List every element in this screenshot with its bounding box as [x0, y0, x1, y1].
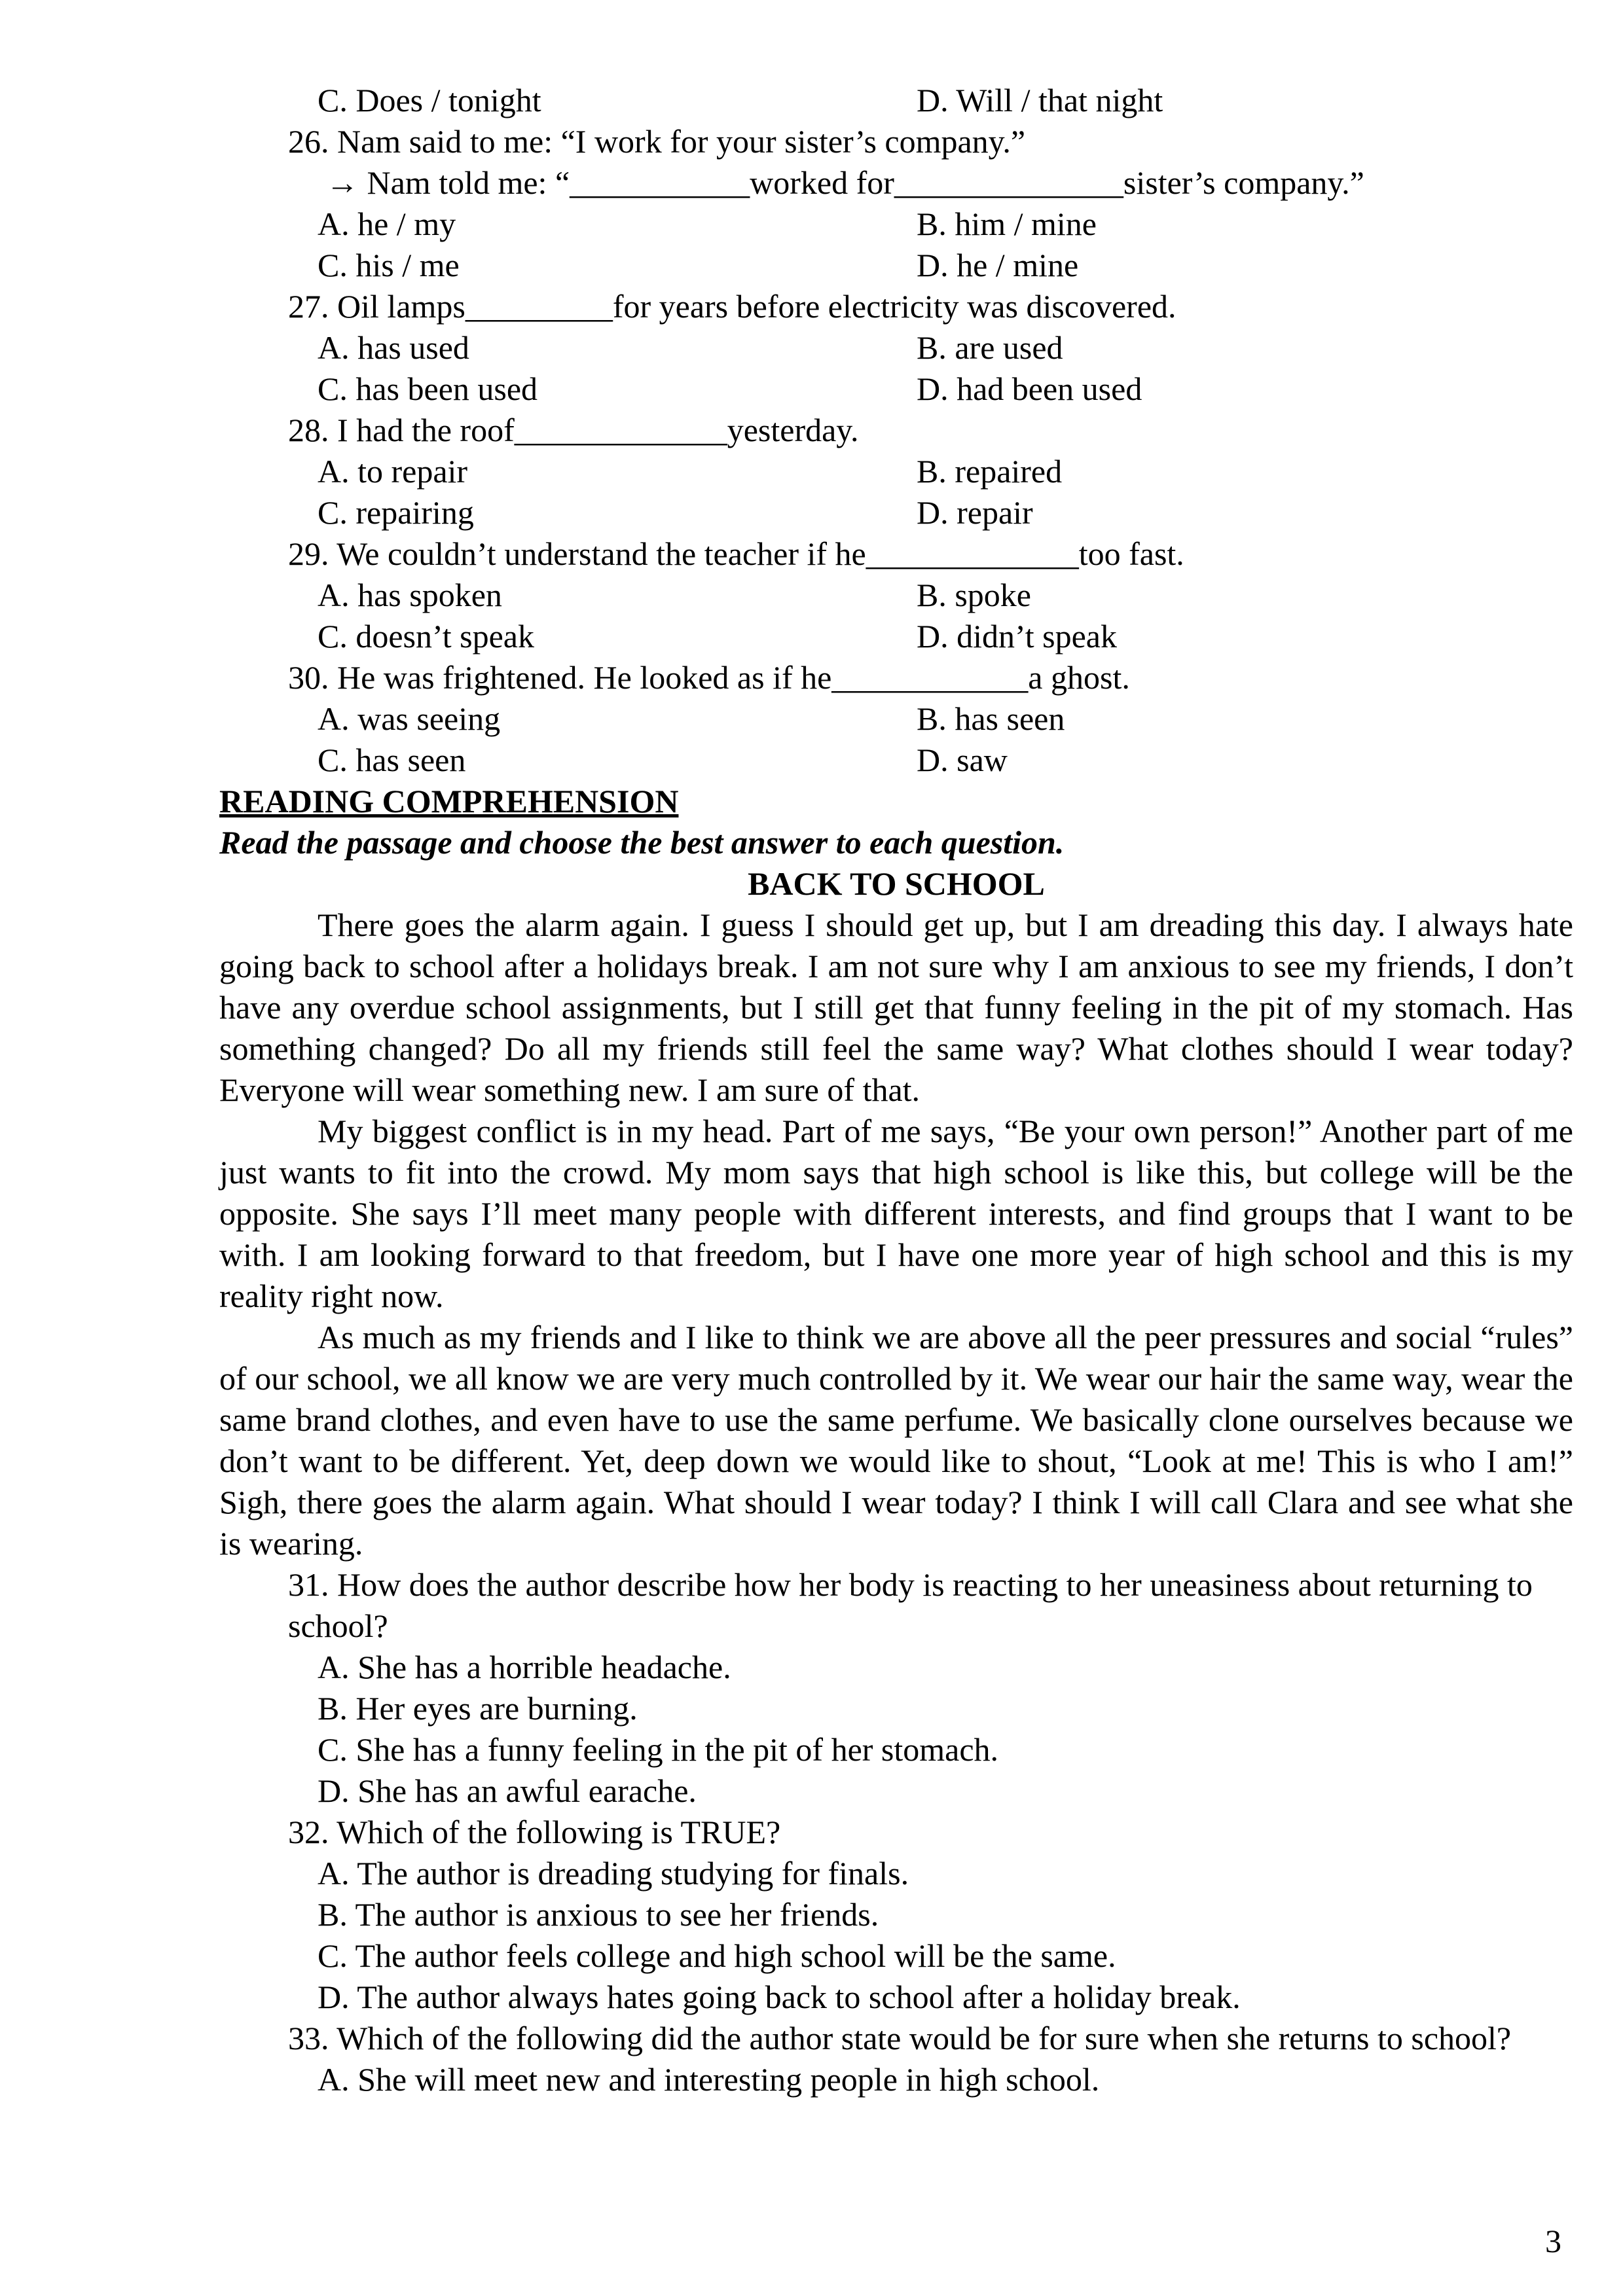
option-d: D. saw — [917, 742, 1008, 778]
option-c: C. his / me — [318, 247, 460, 283]
question-32-option-d: D. The author always hates going back to school after a holiday break. — [318, 1979, 1241, 2015]
option-a: A. has used — [318, 329, 469, 366]
passage-title: BACK TO SCHOOL — [748, 865, 1045, 902]
option-d: D. he / mine — [917, 247, 1079, 283]
question-28-options-row — [318, 451, 1573, 492]
option-a: A. to repair — [318, 453, 468, 490]
question-32-option-c: C. The author feels college and high school will be the same. — [318, 1937, 1116, 1974]
question-28-options-row — [318, 492, 1573, 533]
option-c: C. Does / tonight — [318, 82, 541, 118]
option-d: D. repair — [917, 494, 1033, 531]
question-33-option-a: A. She will meet new and interesting people in high school. — [318, 2061, 1100, 2098]
question-33-stem: 33. Which of the following did the author state would be for sure when she returns to school? — [288, 2020, 1512, 2056]
question-31-option-c: C. She has a funny feeling in the pit of her stomach. — [318, 1731, 999, 1768]
question-27-options-row — [318, 327, 1573, 368]
page-content — [219, 80, 1573, 2100]
option-b: B. are used — [917, 329, 1063, 366]
section-instruction: Read the passage and choose the best answer to each question. — [219, 824, 1065, 861]
passage-paragraph-3: As much as my friends and I like to think we are above all the peer pressures and social “rules” of our school, we all know we are very much controlled by it. We wear our hair the same way, wear the same brand clothes, and even have to use the same perfume. We basically clone ourselves because we don’t want to be different. Yet, deep down we would like to shout, “Look at me! This is who I am!” Sigh, there goes the alarm again. What should I wear today? I think I will call Clara and see what she is wearing. — [219, 1319, 1573, 1562]
question-26-rewrite-line: → Nam told me: “___________worked for______________sister’s company.” — [326, 164, 1364, 201]
question-29-stem: 29. We couldn’t understand the teacher if he_____________too fast. — [288, 535, 1184, 572]
question-26-options-row — [318, 245, 1573, 286]
question-27-options-row — [318, 368, 1573, 410]
option-d: D. had been used — [917, 370, 1142, 407]
option-b: B. spoke — [917, 577, 1031, 613]
question-32-option-b: B. The author is anxious to see her friends. — [318, 1896, 879, 1933]
option-c: C. doesn’t speak — [318, 618, 534, 655]
question-31-option-d: D. She has an awful earache. — [318, 1772, 697, 1809]
question-31-stem: 31. How does the author describe how her body is reacting to her uneasiness about returning to school? — [288, 1566, 1533, 1644]
page-number: 3 — [1545, 2223, 1561, 2259]
question-30-options-row — [318, 698, 1573, 740]
question-29-options-row — [318, 575, 1573, 616]
carryover-options-row — [318, 80, 1573, 121]
option-a: A. he / my — [318, 206, 456, 242]
option-b: B. repaired — [917, 453, 1063, 490]
question-31-option-a: A. She has a horrible headache. — [318, 1649, 731, 1685]
option-a: A. has spoken — [318, 577, 502, 613]
question-31-option-b: B. Her eyes are burning. — [318, 1690, 638, 1727]
question-28-stem: 28. I had the roof_____________yesterday. — [288, 412, 859, 448]
question-27-stem: 27. Oil lamps_________for years before electricity was discovered. — [288, 288, 1176, 325]
option-d: D. didn’t speak — [917, 618, 1117, 655]
option-a: A. was seeing — [318, 700, 501, 737]
question-32-stem: 32. Which of the following is TRUE? — [288, 1814, 781, 1850]
option-b: B. him / mine — [917, 206, 1097, 242]
question-29-options-row — [318, 616, 1573, 657]
passage-paragraph-2: My biggest conflict is in my head. Part of me says, “Be your own person!” Another part of me just wants to fit into the crowd. My mom says that high school is like this, but college will be the opposite. She says I’ll meet many people with different interests, and find groups that I want to be with. I am looking forward to that freedom, but I have one more year of high school and this is my reality right now. — [219, 1113, 1573, 1314]
question-30-stem: 30. He was frightened. He looked as if he____________a ghost. — [288, 659, 1130, 696]
option-c: C. has been used — [318, 370, 538, 407]
option-c: C. has seen — [318, 742, 466, 778]
question-26-stem: 26. Nam said to me: “I work for your sister’s company.” — [288, 123, 1026, 160]
question-26-options-row — [318, 204, 1573, 245]
passage-paragraph-1: There goes the alarm again. I guess I should get up, but I am dreading this day. I always hate going back to school after a holidays break. I am not sure why I am anxious to see my friends, I don’t have any overdue school assignments, but I still get that funny feeling in the pit of my stomach. Has something changed? Do all my friends still feel the same way? What clothes should I wear today? Everyone will wear something new. I am sure of that. — [219, 906, 1573, 1108]
option-b: B. has seen — [917, 700, 1065, 737]
question-32-option-a: A. The author is dreading studying for finals. — [318, 1855, 909, 1892]
question-30-options-row — [318, 740, 1573, 781]
option-c: C. repairing — [318, 494, 474, 531]
option-d: D. Will / that night — [917, 82, 1163, 118]
section-heading: READING COMPREHENSION — [219, 783, 679, 819]
